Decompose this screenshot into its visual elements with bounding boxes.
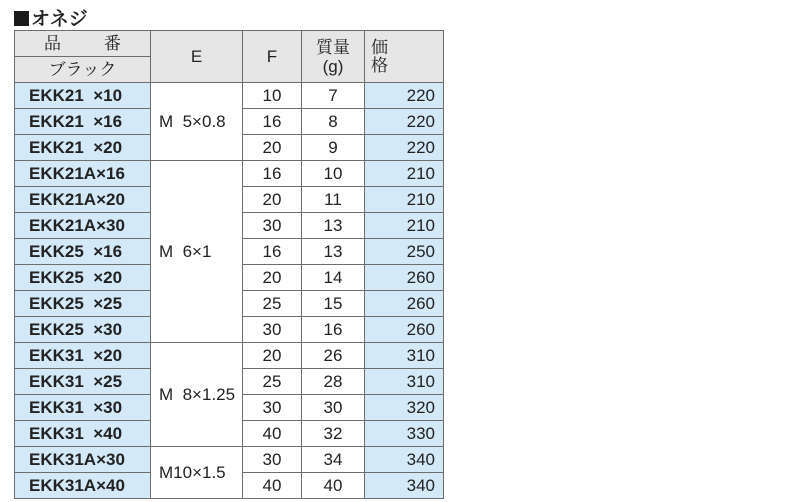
mass-cell: 7 [302,83,365,109]
thread-size-cell: M 8×1.25 [151,343,243,447]
table-row [15,161,444,187]
price-cell: 210 [365,213,444,239]
price-cell: 210 [365,161,444,187]
mass-cell: 15 [302,291,365,317]
section-title-text: オネジ [31,8,88,30]
e-header: E [151,31,243,83]
f-cell: 16 [243,109,302,135]
section-title [14,4,88,31]
mass-cell: 14 [302,265,365,291]
table-row [15,83,444,109]
part-number-cell: EKK31 ×25 [15,369,151,395]
part-number-cell: EKK31A×40 [15,473,151,499]
thread-size-cell: M 6×1 [151,161,243,343]
part-number-header: 品 番 [15,31,151,57]
price-cell: 220 [365,135,444,161]
f-cell: 20 [243,187,302,213]
part-number-cell: EKK21 ×10 [15,83,151,109]
mass-cell: 28 [302,369,365,395]
f-header: F [243,31,302,83]
price-cell: 210 [365,187,444,213]
spec-table [14,30,444,499]
f-cell: 25 [243,369,302,395]
price-cell: 330 [365,421,444,447]
price-cell: 320 [365,395,444,421]
mass-cell: 9 [302,135,365,161]
part-number-cell: EKK31A×30 [15,447,151,473]
price-cell: 250 [365,239,444,265]
part-number-cell: EKK25 ×25 [15,291,151,317]
table-row [15,343,444,369]
mass-cell: 26 [302,343,365,369]
mass-cell: 10 [302,161,365,187]
part-number-cell: EKK31 ×30 [15,395,151,421]
part-number-cell: EKK21 ×20 [15,135,151,161]
f-cell: 20 [243,343,302,369]
f-cell: 30 [243,213,302,239]
table-row [15,447,444,473]
price-cell: 310 [365,369,444,395]
part-number-cell: EKK25 ×20 [15,265,151,291]
mass-cell: 8 [302,109,365,135]
mass-cell: 13 [302,239,365,265]
f-cell: 16 [243,161,302,187]
part-number-cell: EKK21 ×16 [15,109,151,135]
price-cell: 220 [365,83,444,109]
mass-cell: 11 [302,187,365,213]
price-cell: 260 [365,291,444,317]
mass-cell: 34 [302,447,365,473]
f-cell: 30 [243,317,302,343]
square-bullet-icon [14,11,29,26]
price-cell: 220 [365,109,444,135]
price-cell: 260 [365,317,444,343]
thread-size-cell: M 5×0.8 [151,83,243,161]
f-cell: 40 [243,473,302,499]
f-cell: 16 [243,239,302,265]
f-cell: 10 [243,83,302,109]
f-cell: 20 [243,265,302,291]
part-number-cell: EKK21A×20 [15,187,151,213]
mass-cell: 30 [302,395,365,421]
price-cell: 340 [365,473,444,499]
f-cell: 30 [243,395,302,421]
part-number-cell: EKK25 ×16 [15,239,151,265]
f-cell: 25 [243,291,302,317]
mass-cell: 16 [302,317,365,343]
part-number-cell: EKK21A×30 [15,213,151,239]
mass-cell: 40 [302,473,365,499]
black-header: ブラック [15,57,151,83]
price-cell: 260 [365,265,444,291]
mass-cell: 32 [302,421,365,447]
part-number-cell: EKK31 ×40 [15,421,151,447]
f-cell: 40 [243,421,302,447]
thread-size-cell: M10×1.5 [151,447,243,499]
f-cell: 20 [243,135,302,161]
part-number-cell: EKK31 ×20 [15,343,151,369]
mass-header: 質量 (g) [302,31,365,83]
price-header: 価格 [365,31,444,83]
mass-cell: 13 [302,213,365,239]
f-cell: 30 [243,447,302,473]
price-cell: 310 [365,343,444,369]
price-cell: 340 [365,447,444,473]
part-number-cell: EKK21A×16 [15,161,151,187]
part-number-cell: EKK25 ×30 [15,317,151,343]
